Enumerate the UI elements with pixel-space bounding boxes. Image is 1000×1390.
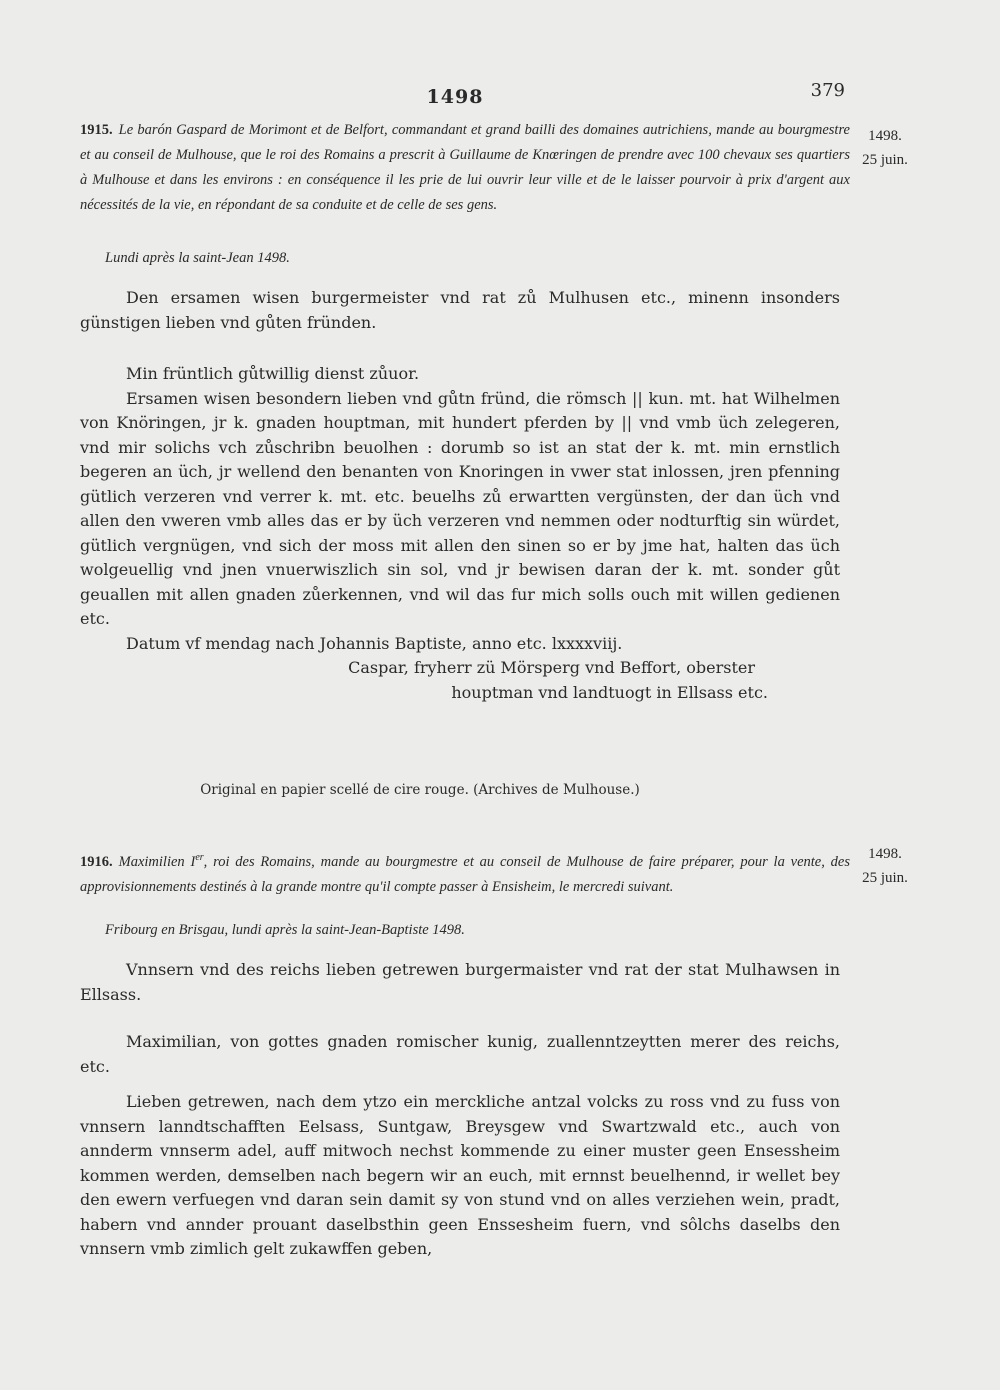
entry-1915-place-date: Lundi après la saint-Jean 1498. xyxy=(105,250,290,266)
entry-1916-intitulation xyxy=(80,1030,840,1079)
entry-1916-margin-year: 1498. xyxy=(868,846,902,862)
entry-1916-place-date: Fribourg en Brisgau, lundi après la saint-Jean-Baptiste 1498. xyxy=(105,922,465,938)
entry-1915-signature-line-1: Caspar, fryherr zü Mörsperg vnd Beffort, oberster xyxy=(348,658,755,677)
entry-1915-signature xyxy=(80,656,840,705)
entry-1915-number: 1915. xyxy=(80,122,113,138)
entry-1916-summary-part-1: Maximilien I xyxy=(118,854,196,870)
entry-1915-margin-day: 25 juin. xyxy=(862,152,908,168)
entry-1915-address xyxy=(80,286,840,335)
entry-1916-summary-part-2: , roi des Romains, mande au bourgmestre et au conseil de Mulhouse de faire préparer, pour la vente, des approvisionnements destinés à la grande montre qu'il compte passer à Ensisheim, le mercredi suivant. xyxy=(80,854,850,895)
entry-1916-margin-date xyxy=(850,842,920,890)
entry-1916-margin-day: 25 juin. xyxy=(862,870,908,886)
entry-1915-greeting: Min früntlich gůtwillig dienst zůuor. xyxy=(126,364,420,383)
running-head-year: 1498 xyxy=(426,86,484,108)
entry-1915-summary-text: Le barón Gaspard de Morimont et de Belfort, commandant et grand bailli des domaines autrichiens, mande au bourgmestre et au conseil de Mulhouse, que le roi des Romains a prescrit à Guillaume de Knœringen de prendre avec 100 chevaux ses quartiers à Mulhouse et dans les environs : en conséquence il les prie de lui ouvrir leur ville et de le laisser pourvoir à prix d'argent aux nécessités de la vie, en répondant de sa conduite et de celle de ses gens. xyxy=(80,122,850,213)
entry-1915-margin-year: 1498. xyxy=(868,128,902,144)
entry-1915-signature-line-2: houptman vnd landtuogt in Ellsass etc. xyxy=(451,682,768,702)
entry-1916-address xyxy=(80,958,840,1007)
page-number: 379 xyxy=(810,80,845,101)
entry-1916-letter xyxy=(80,1090,840,1262)
entry-1915-address-text: Den ersamen wisen burgermeister vnd rat zů Mulhusen etc., minenn insonders günstigen lieben vnd gůten fründen. xyxy=(80,288,840,332)
entry-1915-source-note: Original en papier scellé de cire rouge. (Archives de Mulhouse.) xyxy=(200,782,640,798)
entry-1916-body: Lieben getrewen, nach dem ytzo ein merckliche antzal volcks zu ross vnd zu fuss von vnnsern lanndtschafften Eelsass, Suntgaw, Breysgew vnd Swartzwald etc., auch von annderm vnnserm adel, auff mitwoch nechst kommende zu einer muster geen Ensessheim kommen werden, demselben nach begern wir an euch, mit ernnst beuelhennd, ir wellet bey den ewern verfuegen vnd daran sein damit sy von stund vnd on alles verziehen wein, pradt, habern vnd annder prouant daselbsthin geen Enssesheim fuern, vnd sôlchs daselbs den vnnsern vmb zimlich gelt zukawffen geben, xyxy=(80,1092,840,1258)
entry-1915-dating: Datum vf mendag nach Johannis Baptiste, anno etc. lxxxxviij. xyxy=(126,633,623,653)
entry-1915-margin-date xyxy=(850,124,920,172)
entry-1915-body: Ersamen wisen besondern lieben vnd gůtn fründ, die römsch || kun. mt. hat Wilhelmen von Knöringen, jr k. gnaden houptman, mit hundert pferden by || vnd vmb üch zelegeren, vnd mir solichs vch zůschribn beuolhen : dorumb so ist an stat der k. mt. min ernstlich begeren an üch, jr wellend den benanten von Knoringen in vwer stat inlossen, jren pfenning gütlich verzeren vnd verrer k. mt. etc. beuelhs zů erwartten vergünsten, der dan üch vnd allen den vweren vmb alles das er by üch verzeren vnd nemmen oder nodturftig sin würdet, gütlich vergnügen, vnd sich der moss mit allen den sinen so er by jme hat, halten das üch wolgeuellig vnd jnen vnuerwiszlich sin sol, vnd jr bewisen daran der k. mt. sonder gůt geuallen mit allen gnaden zůerkennen, vnd wil das fur mich solls ouch mit willen gedienen etc. xyxy=(80,388,840,628)
entry-1915-letter xyxy=(80,362,840,705)
entry-1916-intitulation-text: Maximilian, von gottes gnaden romischer kunig, zuallenntzeytten merer des reichs, etc. xyxy=(80,1032,840,1076)
entry-1916-number: 1916. xyxy=(80,854,113,870)
entry-1916-summary-superscript: er xyxy=(195,852,204,864)
entry-1916-summary xyxy=(80,850,850,900)
entry-1915-summary xyxy=(80,118,850,218)
entry-1916-address-text: Vnnsern vnd des reichs lieben getrewen burgermaister vnd rat der stat Mulhawsen in Ellsass. xyxy=(80,960,840,1004)
